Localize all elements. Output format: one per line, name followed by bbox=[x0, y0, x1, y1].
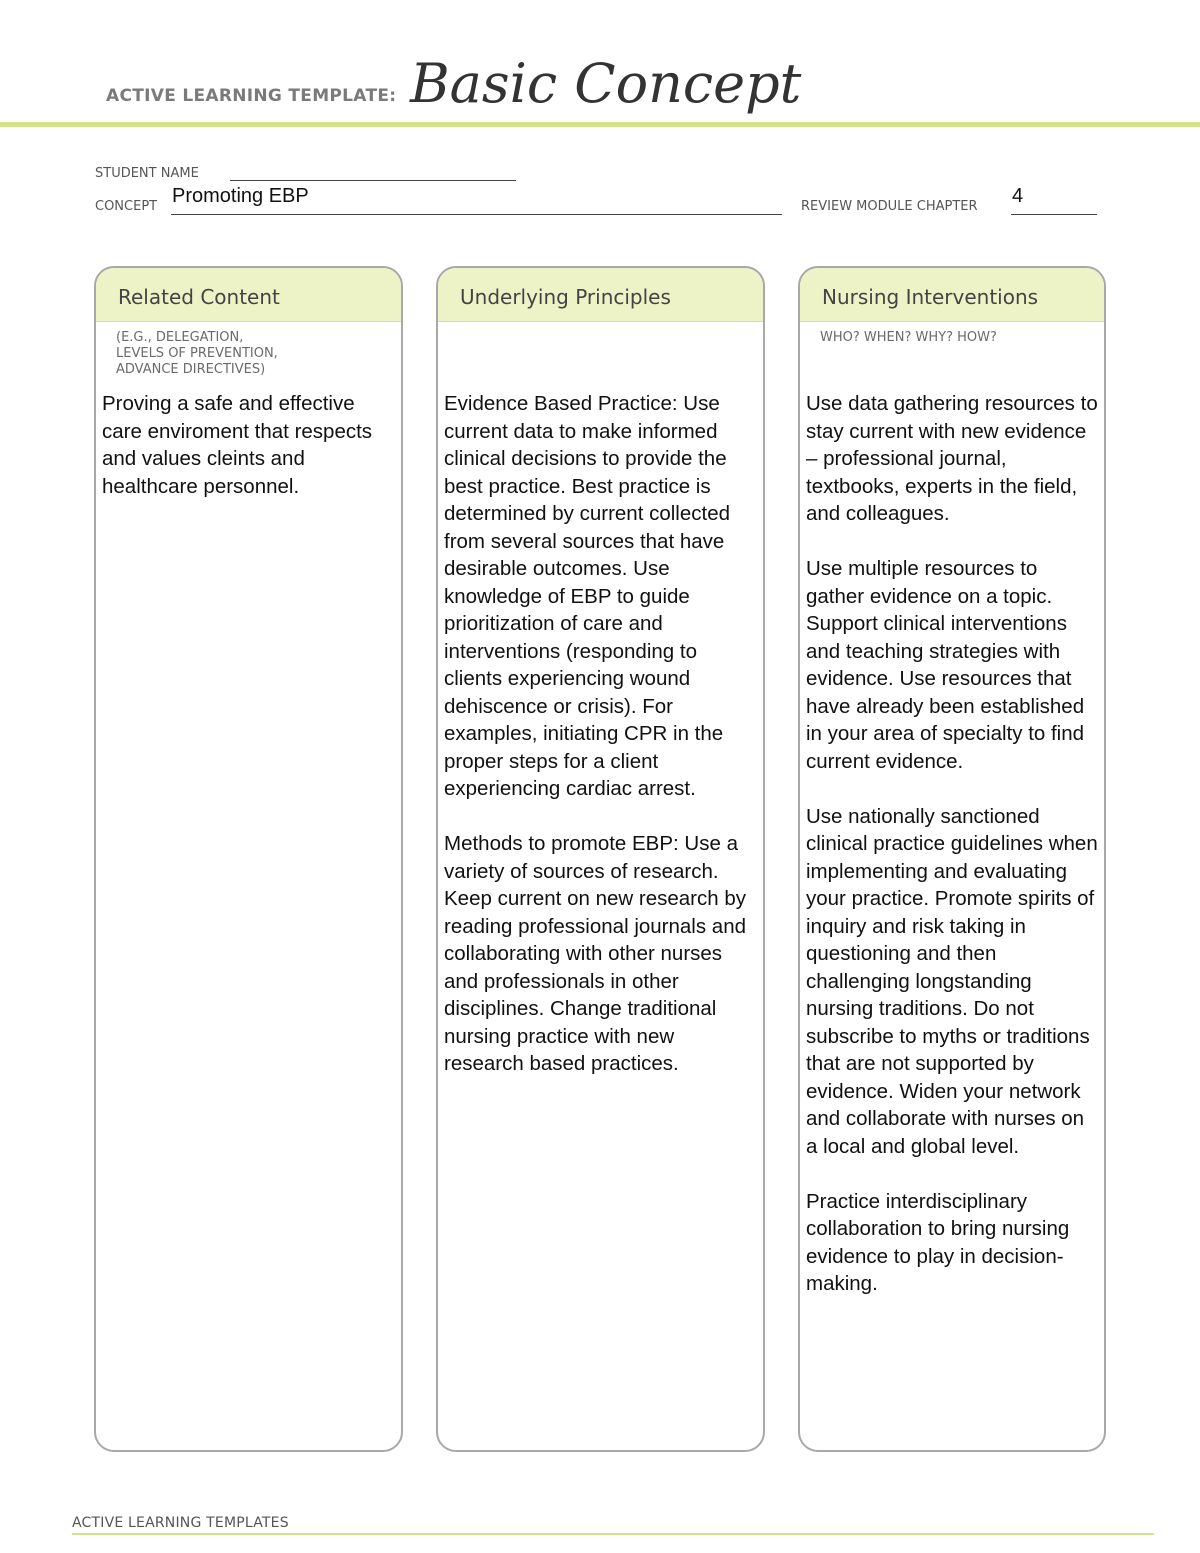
related-content-text: Proving a safe and effective care enviroment that respects and values cleints and healthcare personnel. bbox=[102, 392, 373, 498]
template-label: ACTIVE LEARNING TEMPLATE: bbox=[106, 86, 397, 106]
nursing-interventions-card bbox=[798, 266, 1106, 1452]
chapter-value: 4 bbox=[1012, 185, 1024, 207]
student-name-field[interactable] bbox=[230, 166, 516, 181]
related-content-subtitle: (E.G., DELEGATION, LEVELS OF PREVENTION, ADVANCE DIRECTIVES) bbox=[116, 330, 278, 377]
principles-paragraph: Evidence Based Practice: Use current data to make informed clinical decisions to provide the best practice. Best practice is determined by current collected from several sources that have desirable outcomes. Use knowledge of EBP to guide prioritization of care and interventions (responding to clients experiencing wound dehiscence or crisis). For examples, initiating CPR in the proper steps for a client experiencing cardiac arrest. bbox=[444, 392, 731, 800]
student-name-label: STUDENT NAME bbox=[95, 166, 199, 181]
interventions-paragraph: Use nationally sanctioned clinical practice guidelines when implementing and evaluating your practice. Promote spirits of inquiry and risk taking in questioning and then challenging longstanding nursing traditions. Do not subscribe to myths or traditions that are not supported by evidence. Widen your network and collaborate with nurses on a local and global level. bbox=[806, 804, 1098, 1158]
principles-paragraph: Methods to promote EBP: Use a variety of sources of research. Keep current on new research by reading professional journals and collaborating with other nurses and professionals in other disciplines. Change traditional nursing practice with new research based practices. bbox=[444, 832, 747, 1075]
underlying-principles-title: Underlying Principles bbox=[438, 268, 763, 322]
header-rule bbox=[0, 122, 1200, 127]
nursing-interventions-subtitle: WHO? WHEN? WHY? HOW? bbox=[820, 330, 997, 345]
interventions-paragraph: Use data gathering resources to stay current with new evidence – professional journal, textbooks, experts in the field, and colleagues. bbox=[806, 392, 1098, 525]
interventions-paragraph: Use multiple resources to gather evidence on a topic. Support clinical interventions and teaching strategies with evidence. Use resources that have already been established in your area of specialty to find current evidence. bbox=[806, 557, 1085, 773]
nursing-interventions-body[interactable] bbox=[806, 390, 1100, 1298]
chapter-field[interactable] bbox=[1011, 199, 1097, 215]
related-content-card bbox=[94, 266, 403, 1452]
underlying-principles-card bbox=[436, 266, 765, 1452]
chapter-label: REVIEW MODULE CHAPTER bbox=[801, 199, 978, 214]
concept-label: CONCEPT bbox=[95, 199, 158, 214]
underlying-principles-body[interactable] bbox=[444, 390, 759, 1078]
interventions-paragraph: Practice interdisciplinary collaboration to bring nursing evidence to play in decision-making. bbox=[806, 1189, 1070, 1295]
footer-label: ACTIVE LEARNING TEMPLATES bbox=[72, 1515, 289, 1531]
template-type-title: Basic Concept bbox=[410, 52, 802, 115]
related-content-title: Related Content bbox=[96, 268, 401, 322]
concept-value: Promoting EBP bbox=[172, 185, 309, 207]
footer-rule bbox=[72, 1533, 1154, 1535]
related-content-body[interactable] bbox=[102, 390, 397, 500]
nursing-interventions-title: Nursing Interventions bbox=[800, 268, 1104, 322]
